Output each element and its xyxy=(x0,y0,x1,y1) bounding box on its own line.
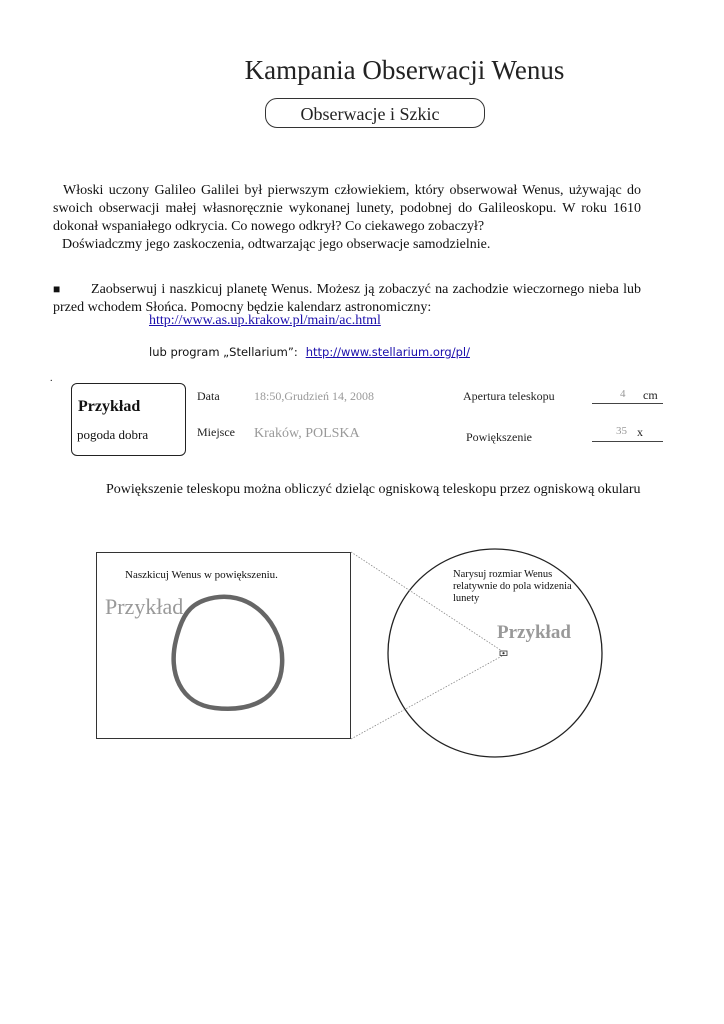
magnification-unit: x xyxy=(637,425,643,439)
calendar-link[interactable]: http://www.as.up.krakow.pl/main/ac.html xyxy=(149,313,381,328)
weather-value: pogoda dobra xyxy=(77,427,149,442)
date-label: Data xyxy=(197,389,220,403)
bullet-icon: ■ xyxy=(53,282,62,296)
stellarium-link[interactable]: http://www.stellarium.org/pl/ xyxy=(305,345,470,359)
place-label: Miejsce xyxy=(197,425,235,439)
sketch-example-label: Przykład xyxy=(105,594,184,619)
field-of-view-label: Narysuj rozmiar Wenus relatywnie do pola widzenia lunety xyxy=(453,569,572,604)
magnification-note: Powiększenie teleskopu można obliczyć dzieląc ogniskową teleskopu przez ogniskową okularu xyxy=(106,482,641,497)
stellarium-label: lub program „Stellarium”: xyxy=(149,345,298,359)
aperture-label: Apertura teleskopu xyxy=(463,389,555,403)
place-value[interactable]: Kraków, POLSKA xyxy=(254,426,360,441)
field-example-label: Przykład xyxy=(497,622,571,643)
page-title: Kampania Obserwacji Wenus xyxy=(244,55,565,85)
venus-sketch xyxy=(174,597,283,709)
stray-dot: . xyxy=(50,373,53,384)
zoom-line-bottom xyxy=(351,656,502,739)
date-value[interactable]: 18:50,Grudzień 14, 2008 xyxy=(254,389,374,403)
magnification-value: 35 xyxy=(616,425,627,437)
aperture-value: 4 xyxy=(620,388,626,400)
example-title: Przykład xyxy=(78,398,141,415)
page-subtitle: Obserwacje i Szkic xyxy=(300,104,440,124)
sketch-label: Naszkicuj Wenus w powiększeniu. xyxy=(125,569,278,581)
intro-paragraph: Włoski uczony Galileo Galilei był pierwszym człowiekiem, który obserwował Wenus, używając do swoich obserwacji małej własnoręcznie wykonanej lunety, podobnej do Galileoskopu. W roku 1610 dokonał wspaniałego odkrycia. Co nowego odkrył? Co ciekawego zobaczył? xyxy=(53,183,641,234)
intro-paragraph-2: Doświadczmy jego zaskoczenia, odtwarzając jego obserwacje samodzielnie. xyxy=(62,237,491,252)
magnification-label: Powiększenie xyxy=(466,430,532,444)
aperture-unit: cm xyxy=(643,388,658,402)
task-instruction: Zaobserwuj i naszkicuj planetę Wenus. Możesz ją zobaczyć na zachodzie wieczornego nieba lub przed wchodem Słońca. Pomocny będzie kalendarz astronomiczny: xyxy=(53,282,641,315)
